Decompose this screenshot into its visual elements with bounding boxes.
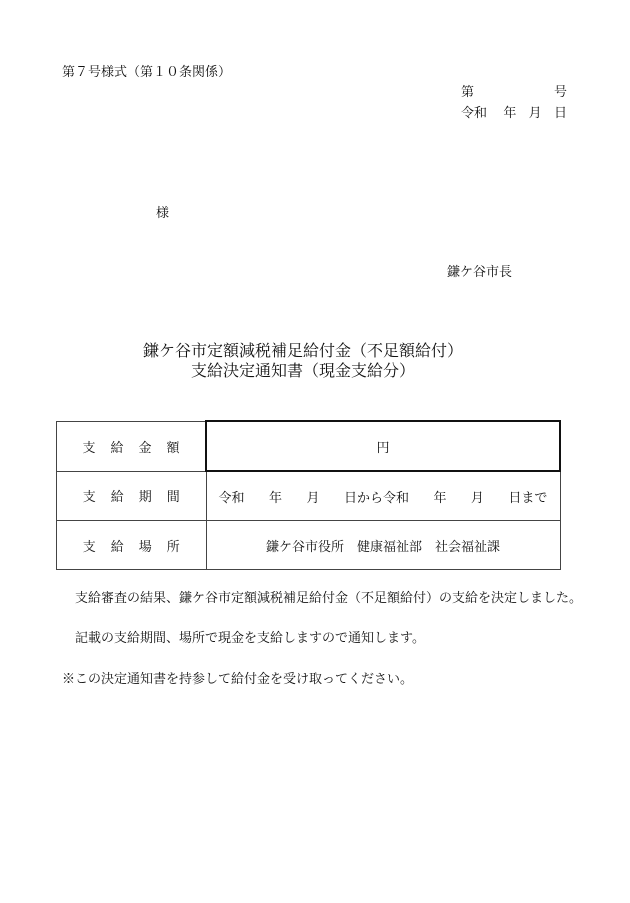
period-day-until: 日まで [508, 490, 548, 506]
instruction-note: ※この決定通知書を持参して給付金を受け取ってください。 [62, 672, 414, 687]
period-month2: 月 [470, 490, 484, 506]
location-value: 鎌ケ谷市役所 健康福祉部 社会福祉課 [206, 521, 560, 570]
payment-info-table [56, 420, 561, 570]
doc-number-prefix: 第 [461, 85, 475, 100]
period-label: 支給期間 [57, 471, 207, 521]
notice-paragraph: 記載の支給期間、場所で現金を支給しますので通知します。 [75, 631, 425, 646]
date-year: 年 [503, 106, 517, 121]
date-day: 日 [553, 106, 567, 121]
period-year1: 年 [268, 490, 282, 506]
form-number: 第７号様式（第１０条関係） [62, 65, 232, 80]
date-month: 月 [528, 106, 542, 121]
document-title-line2: 支給決定通知書（現金支給分） [190, 361, 415, 380]
period-start-era: 令和 [218, 490, 245, 506]
table-row [57, 521, 561, 570]
location-label: 支給場所 [57, 521, 207, 570]
amount-value: 円 [206, 421, 560, 471]
doc-number-suffix: 号 [553, 85, 567, 100]
document-number [461, 86, 567, 99]
date-era: 令和 [461, 106, 488, 121]
amount-label: 支給金額 [57, 421, 207, 471]
table-row [57, 471, 561, 521]
recipient-honorific: 様 [156, 206, 170, 221]
period-year2: 年 [433, 490, 447, 506]
period-value [206, 471, 560, 521]
issuer-name: 鎌ケ谷市長 [447, 265, 513, 280]
period-day-from: 日から令和 [343, 490, 409, 506]
issue-date [461, 107, 567, 120]
table-row [57, 421, 561, 471]
period-month1: 月 [306, 490, 320, 506]
decision-paragraph: 支給審査の結果、鎌ケ谷市定額減税補足給付金（不足額給付）の支給を決定しました。 [75, 591, 583, 606]
document-title-line1: 鎌ケ谷市定額減税補足給付金（不足額給付） [142, 341, 463, 360]
